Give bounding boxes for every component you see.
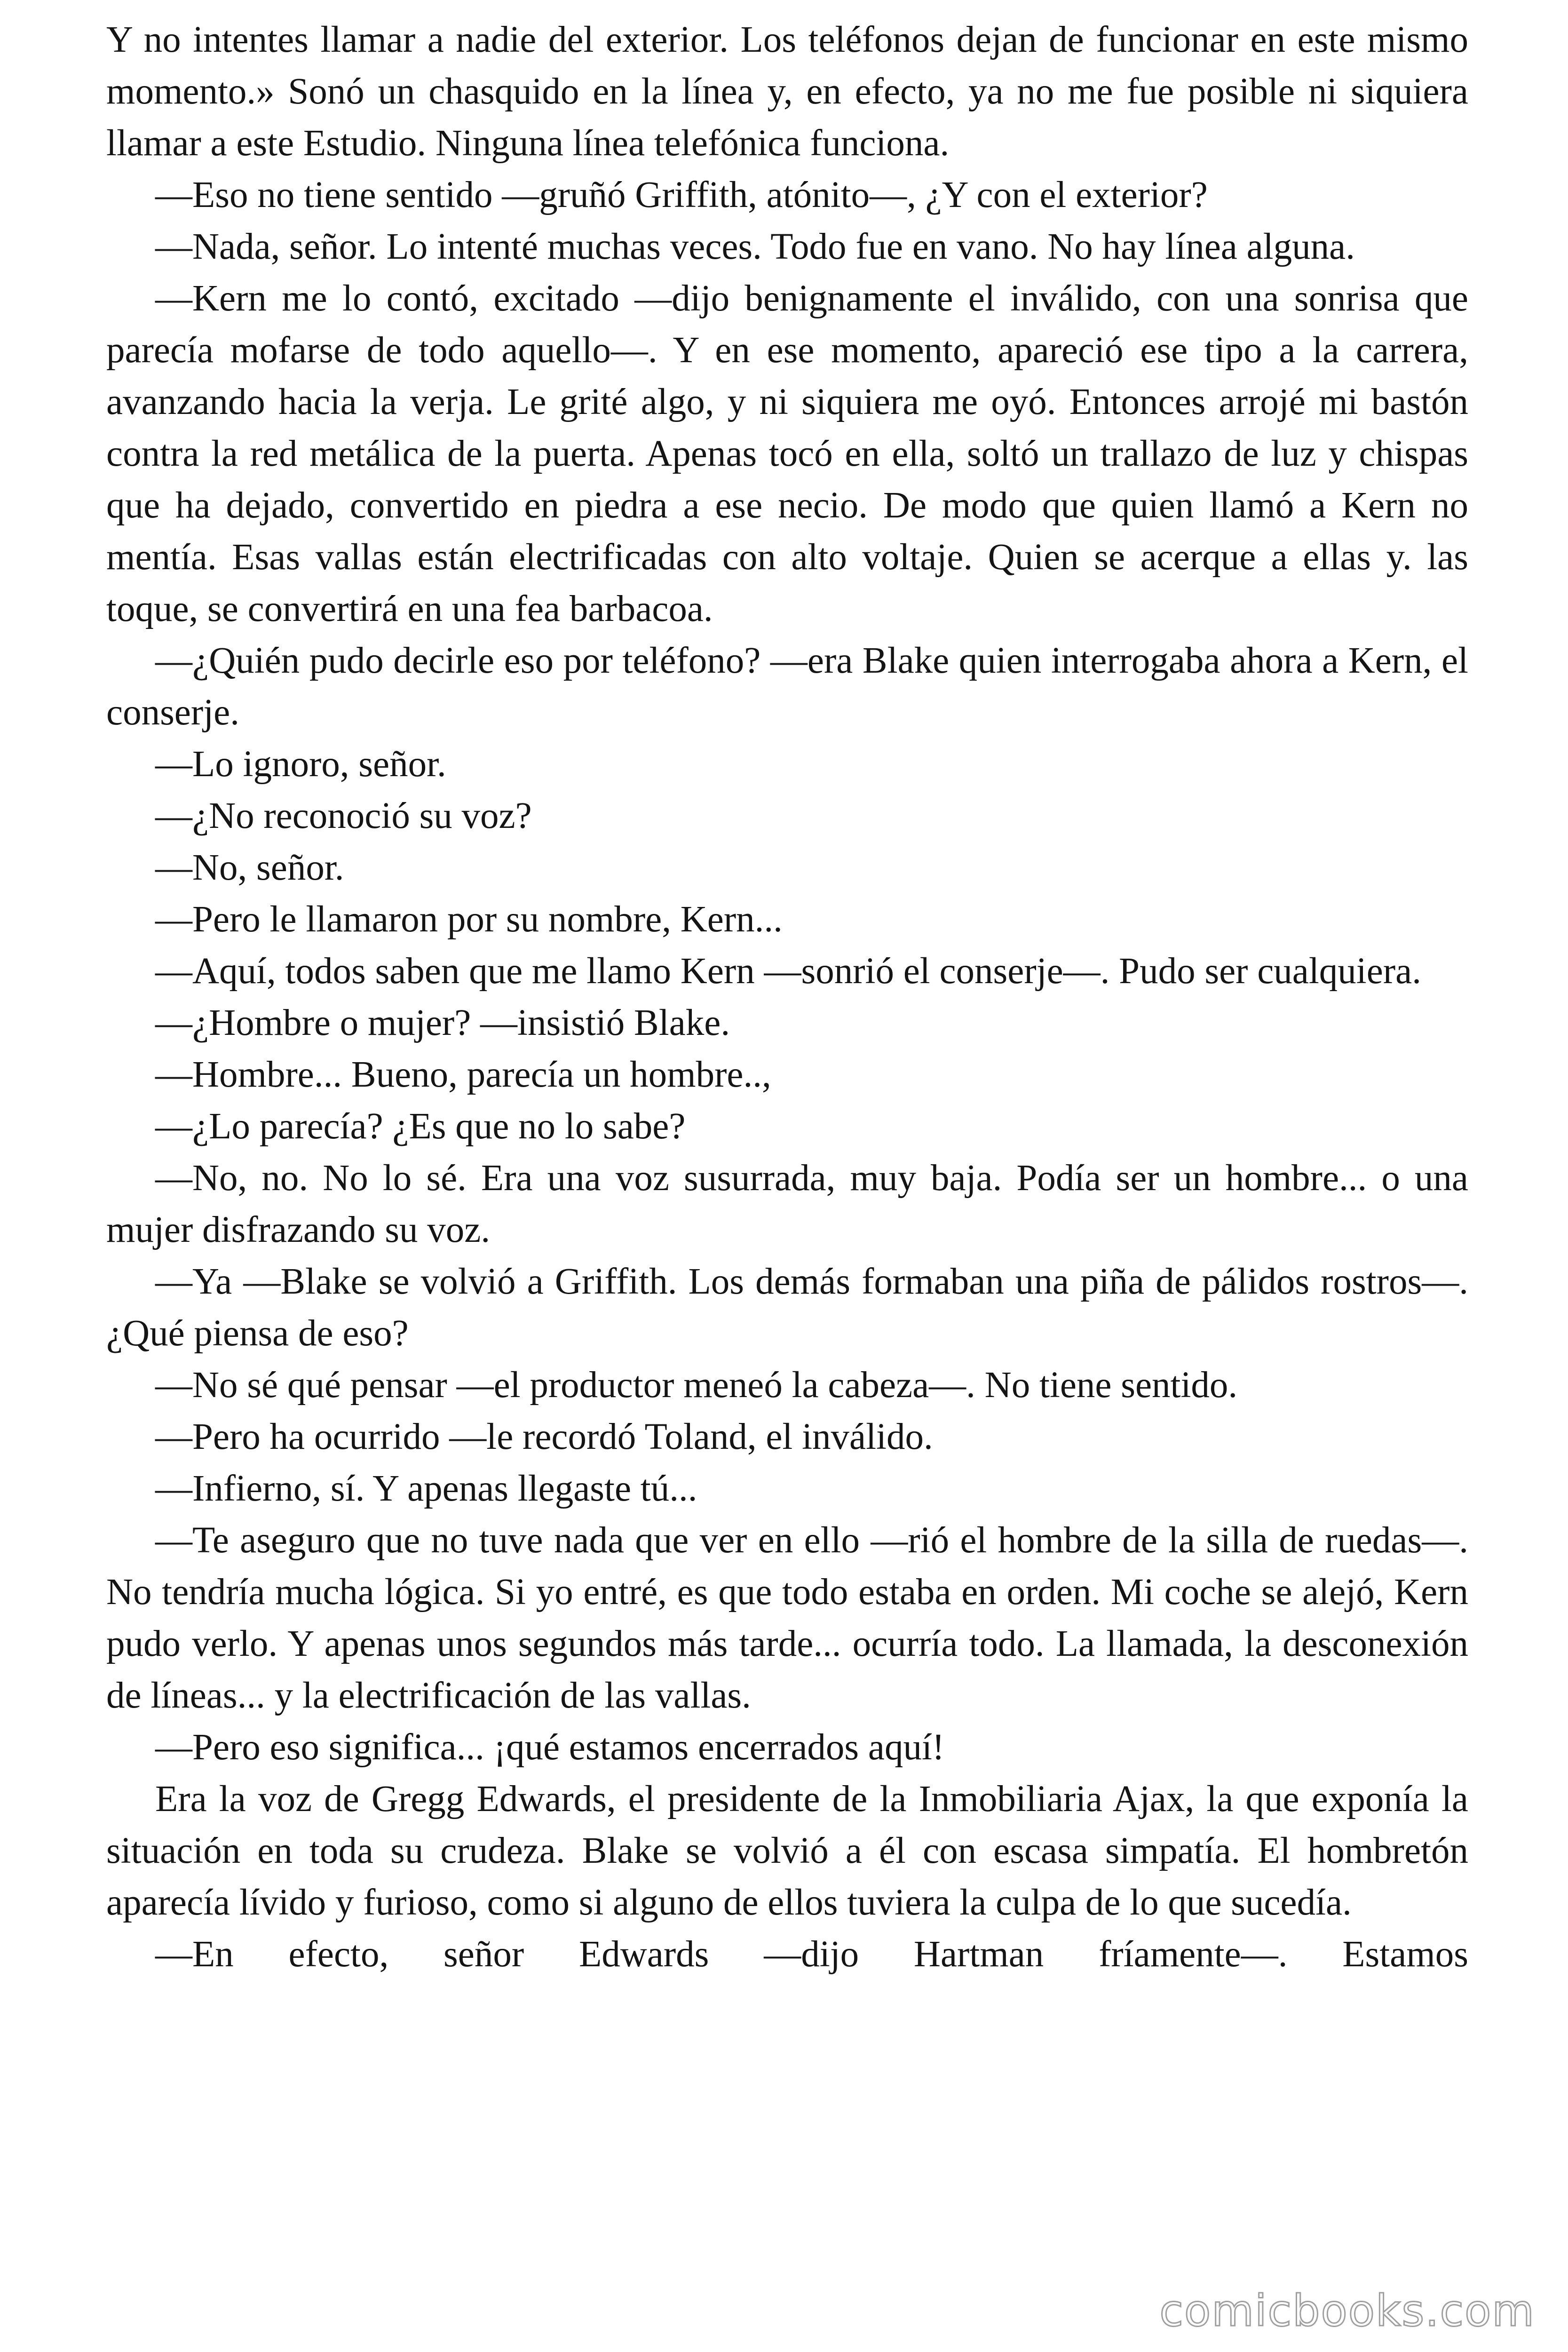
paragraph: —Aquí, todos saben que me llamo Kern —sonrió el conserje—. Pudo ser cualquiera. [155, 951, 1421, 992]
paragraph: —Ya —Blake se volvió a Griffith. Los demás formaban una piña de pálidos rostros—. ¿Qué piensa de eso? [106, 1261, 1468, 1354]
paragraph: —No, señor. [155, 847, 344, 888]
paragraph: —No sé qué pensar —el productor meneó la cabeza—. No tiene sentido. [155, 1365, 1238, 1406]
watermark-logo: comicbooks.com [1159, 2286, 1535, 2336]
paragraph: Era la voz de Gregg Edwards, el presidente de la Inmobiliaria Ajax, la que exponía la situación en toda su crudeza. Blake se volvió a él con escasa simpatía. El hombretón aparecía lívido y furioso, como si alguno de ellos tuviera la culpa de lo que sucedía. [106, 1779, 1468, 1923]
paragraph: —¿No reconoció su voz? [155, 795, 532, 836]
paragraph: —¿Hombre o mujer? —insistió Blake. [155, 1002, 730, 1043]
paragraph: —Te aseguro que no tuve nada que ver en ello —rió el hombre de la silla de ruedas—. No tendría mucha lógica. Si yo entré, es que todo estaba en orden. Mi coche se alejó, Kern pudo verlo. Y apenas unos segundos más tarde... ocurría todo. La llamada, la desconexión de líneas... y la electrificación de las vallas. [106, 1520, 1468, 1716]
paragraph: —Kern me lo contó, excitado —dijo benignamente el inválido, con una sonrisa que parecía mofarse de todo aquello—. Y en ese momento, apareció ese tipo a la carrera, avanzando hacia la verja. Le grité algo, y ni siquiera me oyó. Entonces arrojé mi bastón contra la red metálica de la puerta. Apenas tocó en ella, soltó un trallazo de luz y chispas que ha dejado, convertido en piedra a ese necio. De modo que quien llamó a Kern no mentía. Esas vallas están electrificadas con alto voltaje. Quien se acerque a ellas y. las toque, se convertirá en una fea barbacoa. [106, 278, 1468, 629]
paragraph: —Pero ha ocurrido —le recordó Toland, el inválido. [155, 1416, 933, 1457]
paragraph: —Nada, señor. Lo intenté muchas veces. Todo fue en vano. No hay línea alguna. [155, 226, 1355, 267]
paragraph: Y no intentes llamar a nadie del exterior. Los teléfonos dejan de funcionar en este mismo momento.» Sonó un chasquido en la línea y, en efecto, ya no me fue posible ni siquiera llamar a este Estudio. Ninguna línea telefónica funciona. [106, 19, 1468, 164]
paragraph: —Hombre... Bueno, parecía un hombre.., [155, 1054, 771, 1095]
paragraph: —Infierno, sí. Y apenas llegaste tú... [155, 1468, 697, 1509]
page-text [106, 14, 1468, 1980]
paragraph: —Pero le llamaron por su nombre, Kern... [155, 899, 783, 940]
paragraph: —Lo ignoro, señor. [155, 744, 446, 785]
paragraph: —¿Lo parecía? ¿Es que no lo sabe? [155, 1106, 686, 1147]
paragraph: —En efecto, señor Edwards —dijo Hartman fríamente—. Estamos [155, 1934, 1468, 1975]
paragraph: —¿Quién pudo decirle eso por teléfono? —era Blake quien interrogaba ahora a Kern, el conserje. [106, 640, 1468, 733]
paragraph: —Pero eso significa... ¡qué estamos encerrados aquí! [155, 1727, 945, 1768]
paragraph: —No, no. No lo sé. Era una voz susurrada, muy baja. Podía ser un hombre... o una mujer disfrazando su voz. [106, 1158, 1468, 1250]
paragraph: —Eso no tiene sentido —gruñó Griffith, atónito—, ¿Y con el exterior? [155, 175, 1208, 215]
